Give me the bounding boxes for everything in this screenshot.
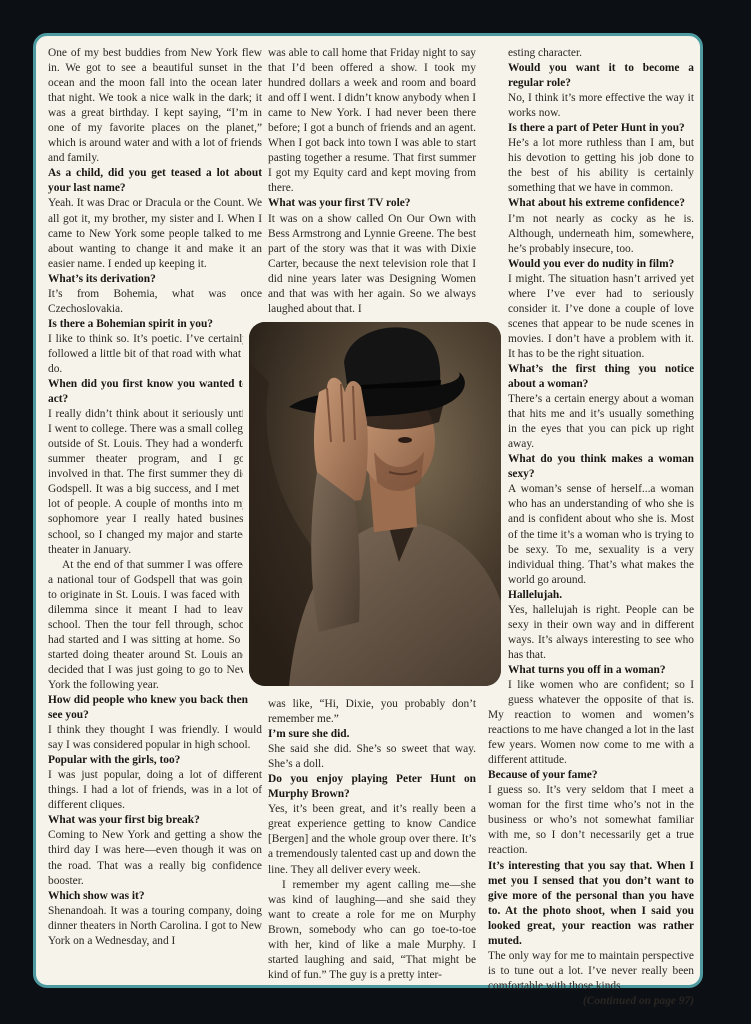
interview-answer: Yeah. It was Drac or Dracula or the Count. We all got it, my brother, my sister and I. When I came to New York some people talked to me about wanting to change it and make it an easier name. I ended up keeping it. (48, 197, 262, 270)
interview-answer: I guess so. It’s very seldom that I meet a woman for the first time who’s not in the business or who’s not somewhat familiar with me, so I don’t necessarily get a true reaction. (488, 784, 694, 857)
interview-answer: It’s from Bohemia, what was once Czechoslovakia. (48, 287, 262, 315)
interview-answer: I might. The situation hasn’t arrived yet where I’ve ever had to seriously consider it. I’ve done a couple of love scenes that appear to be nude scenes in movies. I don’t have a problem with it. It has to be the right situation. (508, 272, 694, 360)
interview-question: Is there a Bohemian spirit in you? (48, 317, 213, 330)
interview-question: Is there a part of Peter Hunt in you? (508, 122, 685, 135)
interview-answer: I really didn’t think about it seriously until I went to college. There was a small college outside of St. Louis. They had a wonderful summer theater program, and I got involved in that. The first summer they did Godspell. It was a big success, and I met a lot of people. A couple of months into my sophomore year I really hated business school, so I changed my major and started theater in January. (48, 408, 248, 556)
interview-answer: There’s a certain energy about a woman that hits me and it’s usually something in the eyes that you can pick up right away. (508, 393, 694, 451)
interview-question: What was your first TV role? (268, 197, 411, 210)
interview-answer: I was just popular, doing a lot of different things. I had a lot of friends, was in a lot of different cliques. (48, 769, 262, 812)
interview-question: Because of your fame? (488, 769, 598, 782)
interview-question: It’s interesting that you say that. When I met you I sensed that you don’t want to give more of the personal than you have to. At the photo shoot, when I said you looked great, your reaction was rather muted. (488, 859, 694, 947)
interview-answer: I remember my agent calling me—she was kind of laughing—and she said they want to create a role for me on Murphy Brown, somebody who can go toe-to-toe with her, kind of like a male Murphy. I started laughing and said, “That might be kind of fun.” The guy is a pretty inter- (268, 878, 476, 981)
interview-answer: Yes, hallelujah is right. People can be sexy in their own way and in different ways. It’s always interesting to see who has that. (508, 603, 694, 661)
interview-question: What’s its derivation? (48, 272, 156, 285)
interview-answer: He’s a lot more ruthless than I am, but his devotion to getting his job done to the best of his ability is certainly something that we have in common. (508, 137, 694, 195)
column-1 (48, 46, 262, 949)
man-in-fedora-image (249, 322, 501, 686)
interview-question: What turns you off in a woman? (508, 663, 666, 676)
column-2-bottom (268, 697, 476, 983)
interview-answer: I’m not nearly as cocky as he is. Although, underneath him, somewhere, he’s probably insecure, too. (508, 212, 694, 255)
interview-answer: Shenandoah. It was a touring company, doing dinner theaters in North Carolina. I got to New York on a Wednesday, and I (48, 904, 262, 947)
interview-question: Would you ever do nudity in film? (508, 257, 675, 270)
interview-question: I’m sure she did. (268, 728, 350, 741)
continued-note: (Continued on page 97) (582, 994, 694, 1007)
interview-answer: Yes, it’s been great, and it’s really been a great experience getting to know Candice [Bergen] and the whole group over there. It’s a tremendously talented cast up and down the line. They all deliver every week. (268, 803, 476, 876)
interview-answer: She said she did. She’s so sweet that way. She’s a doll. (268, 743, 476, 771)
interview-answer: I like to think so. It’s poetic. I’ve certainly followed a little bit of that road with what I do. (48, 332, 248, 375)
interview-answer: The only way for me to maintain perspective is to tune out a lot. I’ve never really been comfortable with those kinds (488, 949, 694, 992)
interview-question: As a child, did you get teased a lot about your last name? (48, 167, 262, 195)
column-2-top (268, 46, 476, 317)
interview-question: Hallelujah. (508, 588, 563, 601)
interview-question: Popular with the girls, too? (48, 754, 181, 767)
interview-question: When did you first know you wanted to act? (48, 378, 248, 406)
interview-question: What about his extreme confidence? (508, 197, 685, 210)
interview-question: What was your first big break? (48, 814, 200, 827)
portrait-photo (249, 322, 501, 686)
interview-answer: No, I think it’s more effective the way it works now. (508, 92, 694, 120)
interview-answer: One of my best buddies from New York flew in. We got to see a beautiful sunset in the ocean and the moon fall into the ocean later that night. We took a nice walk in the dark; it was a great birthday. I kept saying, “I’m in one of my favorite places on the planet,” which is around water and with a lot of friends and family. (48, 47, 262, 165)
interview-question: Which show was it? (48, 889, 145, 902)
interview-answer: Coming to New York and getting a show the third day I was here—even though it was on the road. That was a really big confidence booster. (48, 829, 262, 887)
interview-question: What do you think makes a woman sexy? (508, 453, 694, 481)
interview-answer: It was on a show called On Our Own with Bess Armstrong and Lynnie Greene. The best part of the story was that it was with Dixie Carter, because the next television role that I did nine years later was Designing Women and that was with her again. So we always laughed about that. I (268, 212, 476, 315)
interview-question: How did people who knew you back then see you? (48, 694, 248, 722)
interview-answer: esting character. (508, 47, 582, 59)
interview-question: What’s the first thing you notice about a woman? (508, 362, 694, 391)
interview-answer: At the end of that summer I was offered a national tour of Godspell that was going to originate in St. Louis. I was faced with a dilemma since it meant I had to leave school. Then the tour fell through, school had started and I was sitting at home. So I started doing theater around St. Louis and decided that I was just going to go to New York the following year. (48, 558, 248, 691)
interview-question: Would you want it to become a regular role? (508, 62, 694, 90)
photo-wrap-spacer (488, 311, 508, 701)
interview-answer: was like, “Hi, Dixie, you probably don’t remember me.” (268, 698, 476, 726)
interview-answer: I like women who are confident; so I guess whatever the opposite of that is. My reaction to women and women’s reactions to me have changed a lot in the last few years. Women now come to me with a different attitude. (488, 678, 694, 767)
interview-question: Do you enjoy playing Peter Hunt on Murphy Brown? (268, 773, 476, 801)
interview-answer: was able to call home that Friday night to say that I’d been offered a show. I took my hundred dollars a week and room and board and off I went. I didn’t know anybody when I came to New York. I had never been there before; I got a bunch of friends and an agent. When I got back into town I was able to start pasting together a resume. That first summer I got my Equity card and kept moving from there. (268, 47, 476, 195)
interview-answer: A woman’s sense of herself...a woman who has an understanding of who she is and is confident about who she is. Most of the time it’s a woman who is trying to be sexy. To me, sexuality is a very individual thing. That’s what makes the world go around. (508, 483, 694, 586)
column-3 (488, 46, 694, 1009)
magazine-page (33, 33, 703, 1007)
interview-answer: I think they thought I was friendly. I would say I was considered popular in high school. (48, 724, 262, 752)
